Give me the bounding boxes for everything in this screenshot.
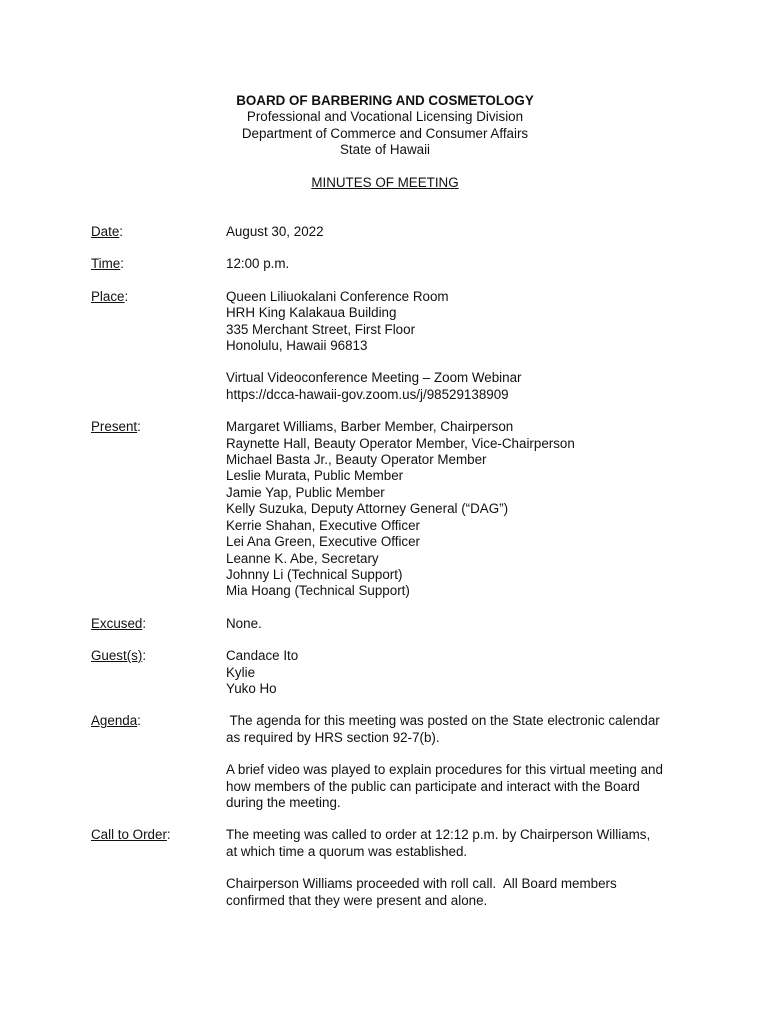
agenda-line: The agenda for this meeting was posted on the State electronic calendar — [226, 713, 660, 729]
agenda-text — [226, 713, 691, 811]
time-row — [91, 256, 691, 272]
minutes-body — [91, 224, 691, 909]
excused-value: None. — [226, 615, 262, 631]
place-line: Queen Liliuokalani Conference Room — [226, 288, 449, 304]
zoom-link: https://dcca-hawaii-gov.zoom.us/j/98529138909 — [226, 386, 509, 402]
attendee: Kelly Suzuka, Deputy Attorney General (“DAG”) — [226, 501, 509, 517]
present-list — [226, 419, 691, 599]
attendee: Lei Ana Green, Executive Officer — [226, 534, 421, 550]
agenda-line: as required by HRS section 92-7(b). — [226, 729, 440, 745]
guests-row — [91, 648, 691, 697]
attendee: Margaret Williams, Barber Member, Chairperson — [226, 419, 514, 435]
attendee: Mia Hoang (Technical Support) — [226, 583, 410, 599]
time-label: Time: — [91, 256, 124, 272]
call-to-order-label: Call to Order: — [91, 827, 171, 843]
call-to-order-line: at which time a quorum was established. — [226, 843, 468, 859]
call-to-order-row — [91, 827, 691, 909]
place-label: Place: — [91, 288, 129, 304]
excused-label: Excused: — [91, 615, 147, 631]
guest: Yuko Ho — [226, 680, 277, 696]
agenda-line: during the meeting. — [226, 794, 341, 810]
time-value: 12:00 p.m. — [226, 256, 290, 272]
excused-row — [91, 616, 691, 632]
place-line: HRH King Kalakaua Building — [226, 305, 397, 321]
agenda-label: Agenda: — [91, 713, 141, 729]
department-name: Department of Commerce and Consumer Affairs — [241, 125, 529, 141]
virtual-meeting-line: Virtual Videoconference Meeting – Zoom Webinar — [226, 370, 522, 386]
division-name: Professional and Vocational Licensing Division — [246, 109, 524, 125]
place-line: 335 Merchant Street, First Floor — [226, 321, 416, 337]
place-line: Honolulu, Hawaii 96813 — [226, 338, 368, 354]
guest: Candace Ito — [226, 648, 299, 664]
attendee: Kerrie Shahan, Executive Officer — [226, 517, 421, 533]
present-row — [91, 419, 691, 599]
attendee: Jamie Yap, Public Member — [226, 484, 385, 500]
agenda-line: A brief video was played to explain procedures for this virtual meeting and — [226, 762, 663, 778]
guest: Kylie — [226, 664, 256, 680]
attendee: Leanne K. Abe, Secretary — [226, 550, 379, 566]
document-title: MINUTES OF MEETING — [311, 174, 459, 190]
call-to-order-line: The meeting was called to order at 12:12 p.m. by Chairperson Williams, — [226, 827, 651, 843]
place-value — [226, 289, 691, 403]
date-value: August 30, 2022 — [226, 224, 324, 239]
date-row — [91, 224, 691, 240]
attendee: Michael Basta Jr., Beauty Operator Member — [226, 452, 487, 468]
guests-label: Guest(s): — [91, 648, 147, 664]
place-row — [91, 289, 691, 403]
guests-list — [226, 648, 691, 697]
board-name: BOARD OF BARBERING AND COSMETOLOGY — [236, 93, 534, 108]
date-label: Date: — [91, 224, 124, 239]
call-to-order-line: Chairperson Williams proceeded with roll call. All Board members — [226, 876, 617, 892]
attendee: Raynette Hall, Beauty Operator Member, Vice-Chairperson — [226, 435, 575, 451]
attendee: Johnny Li (Technical Support) — [226, 566, 403, 582]
call-to-order-text — [226, 827, 691, 909]
state-name: State of Hawaii — [339, 142, 431, 158]
present-label: Present: — [91, 419, 141, 435]
agenda-row — [91, 713, 691, 811]
call-to-order-line: confirmed that they were present and alone. — [226, 892, 488, 908]
attendee: Leslie Murata, Public Member — [226, 468, 404, 484]
agenda-line: how members of the public can participate and interact with the Board — [226, 778, 640, 794]
document-header — [0, 93, 770, 191]
